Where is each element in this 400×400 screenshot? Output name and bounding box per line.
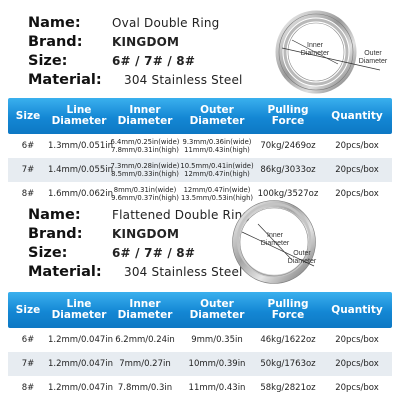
flat-info-block [28, 206, 250, 282]
outer-diameter-cell: 10mm/0.39in [188, 359, 246, 369]
flat-material-label: Material: [28, 264, 102, 280]
oval-table-header [8, 98, 392, 134]
flat-table-header [8, 292, 392, 328]
inner-wide: 8mm/0.31in(wide) [113, 186, 177, 194]
quantity-cell: 20pcs/box [335, 359, 379, 369]
size-cell: 6# [21, 141, 35, 151]
size-cell: 7# [21, 359, 35, 369]
oval-header-inner-diameter: Inner Diameter [117, 104, 173, 127]
outer-diameter-cell [180, 138, 254, 154]
quantity-cell: 20pcs/box [335, 165, 379, 175]
flat-material-row [28, 263, 250, 282]
oval-brand-value: KINGDOM [112, 35, 180, 49]
oval-ring-diagram [272, 6, 392, 96]
flat-name-label: Name: [28, 207, 81, 223]
pulling-force-cell: 50kg/1763oz [260, 359, 316, 369]
table-row [8, 352, 392, 376]
outer-diameter-cell [180, 162, 254, 178]
oval-spec-table [8, 98, 392, 206]
flat-size-value: 6# / 7# / 8# [112, 246, 196, 260]
flat-spec-table [8, 292, 392, 400]
line-diameter-cell: 1.2mm/0.047in [48, 335, 114, 345]
oval-size-label: Size: [28, 53, 68, 69]
table-row [8, 376, 392, 400]
flat-brand-row [28, 225, 250, 244]
line-diameter-cell: 1.2mm/0.047in [48, 383, 114, 393]
inner-high: 7.8mm/0.31in(high) [111, 146, 179, 154]
line-diameter-cell: 1.6mm/0.062in [48, 189, 114, 199]
flat-header-line-diameter: Line Diameter [51, 298, 107, 321]
pulling-force-cell: 86kg/3033oz [260, 165, 316, 175]
oval-brand-row [28, 33, 243, 52]
pulling-force-cell: 100kg/3527oz [257, 189, 319, 199]
flat-material-value: 304 Stainless Steel [124, 265, 243, 279]
outer-high: 12mm/0.47in(high) [184, 170, 250, 178]
outer-high: 13.5mm/0.53in(high) [180, 194, 254, 202]
flat-inner-diameter-label: Inner Diameter [260, 232, 290, 247]
flat-header-quantity: Quantity [331, 303, 383, 316]
flat-name-value: Flattened Double Ring [112, 208, 251, 222]
size-cell: 7# [21, 165, 35, 175]
oval-brand-label: Brand: [28, 34, 83, 50]
pulling-force-cell: 58kg/2821oz [260, 383, 316, 393]
table-row [8, 134, 392, 158]
flat-size-label: Size: [28, 245, 68, 261]
inner-diameter-cell [110, 186, 180, 202]
line-diameter-cell: 1.3mm/0.051in [48, 141, 114, 151]
flat-header-pulling-force: Pulling Force [267, 298, 309, 321]
size-cell: 8# [21, 189, 35, 199]
oval-outer-diameter-label: Outer Diameter [358, 50, 388, 65]
inner-wide: 7.3mm/0.28in(wide) [110, 162, 180, 170]
quantity-cell: 20pcs/box [335, 141, 379, 151]
table-row [8, 182, 392, 206]
inner-diameter-cell [110, 138, 180, 154]
inner-high: 9.6mm/0.37in(high) [111, 194, 179, 202]
oval-info-block [28, 14, 243, 90]
flat-outer-diameter-label: Outer Diameter [287, 250, 317, 265]
inner-high: 8.5mm/0.33in(high) [111, 170, 179, 178]
oval-header-line-diameter: Line Diameter [51, 104, 107, 127]
flat-name-row [28, 206, 250, 225]
oval-header-pulling-force: Pulling Force [267, 104, 309, 127]
oval-size-value: 6# / 7# / 8# [112, 54, 196, 68]
oval-header-size: Size [15, 109, 41, 122]
oval-name-label: Name: [28, 15, 81, 31]
outer-wide: 9.3mm/0.36in(wide) [182, 138, 252, 146]
flat-header-size: Size [15, 303, 41, 316]
outer-high: 11mm/0.43in(high) [184, 146, 250, 154]
inner-diameter-cell: 7.8mm/0.3in [117, 383, 173, 393]
flat-size-row [28, 244, 250, 263]
quantity-cell: 20pcs/box [335, 383, 379, 393]
table-row [8, 158, 392, 182]
pulling-force-cell: 46kg/1622oz [260, 335, 316, 345]
oval-material-label: Material: [28, 72, 102, 88]
outer-wide: 10.5mm/0.41in(wide) [180, 162, 254, 170]
line-diameter-cell: 1.4mm/0.055in [48, 165, 114, 175]
outer-diameter-cell: 11mm/0.43in [188, 383, 246, 393]
outer-wide: 12mm/0.47in(wide) [183, 186, 251, 194]
size-cell: 6# [21, 335, 35, 345]
table-row [8, 328, 392, 352]
inner-diameter-cell: 6.2mm/0.24in [115, 335, 175, 345]
flat-ring-diagram [228, 192, 320, 288]
line-diameter-cell: 1.2mm/0.047in [48, 359, 114, 369]
oval-name-value: Oval Double Ring [112, 16, 220, 30]
flat-header-outer-diameter: Outer Diameter [189, 298, 245, 321]
oval-material-row [28, 71, 243, 90]
flat-header-inner-diameter: Inner Diameter [117, 298, 173, 321]
size-cell: 8# [21, 383, 35, 393]
flat-brand-label: Brand: [28, 226, 83, 242]
inner-diameter-cell: 7mm/0.27in [119, 359, 171, 369]
oval-header-quantity: Quantity [331, 109, 383, 122]
inner-wide: 6.4mm/0.25in(wide) [110, 138, 180, 146]
oval-size-row [28, 52, 243, 71]
oval-name-row [28, 14, 243, 33]
flat-brand-value: KINGDOM [112, 227, 180, 241]
inner-diameter-cell [110, 162, 180, 178]
oval-material-value: 304 Stainless Steel [124, 73, 243, 87]
oval-inner-diameter-label: Inner Diameter [300, 42, 330, 57]
quantity-cell: 20pcs/box [335, 335, 379, 345]
pulling-force-cell: 70kg/2469oz [260, 141, 316, 151]
quantity-cell: 20pcs/box [335, 189, 379, 199]
outer-diameter-cell: 9mm/0.35in [191, 335, 243, 345]
oval-header-outer-diameter: Outer Diameter [189, 104, 245, 127]
